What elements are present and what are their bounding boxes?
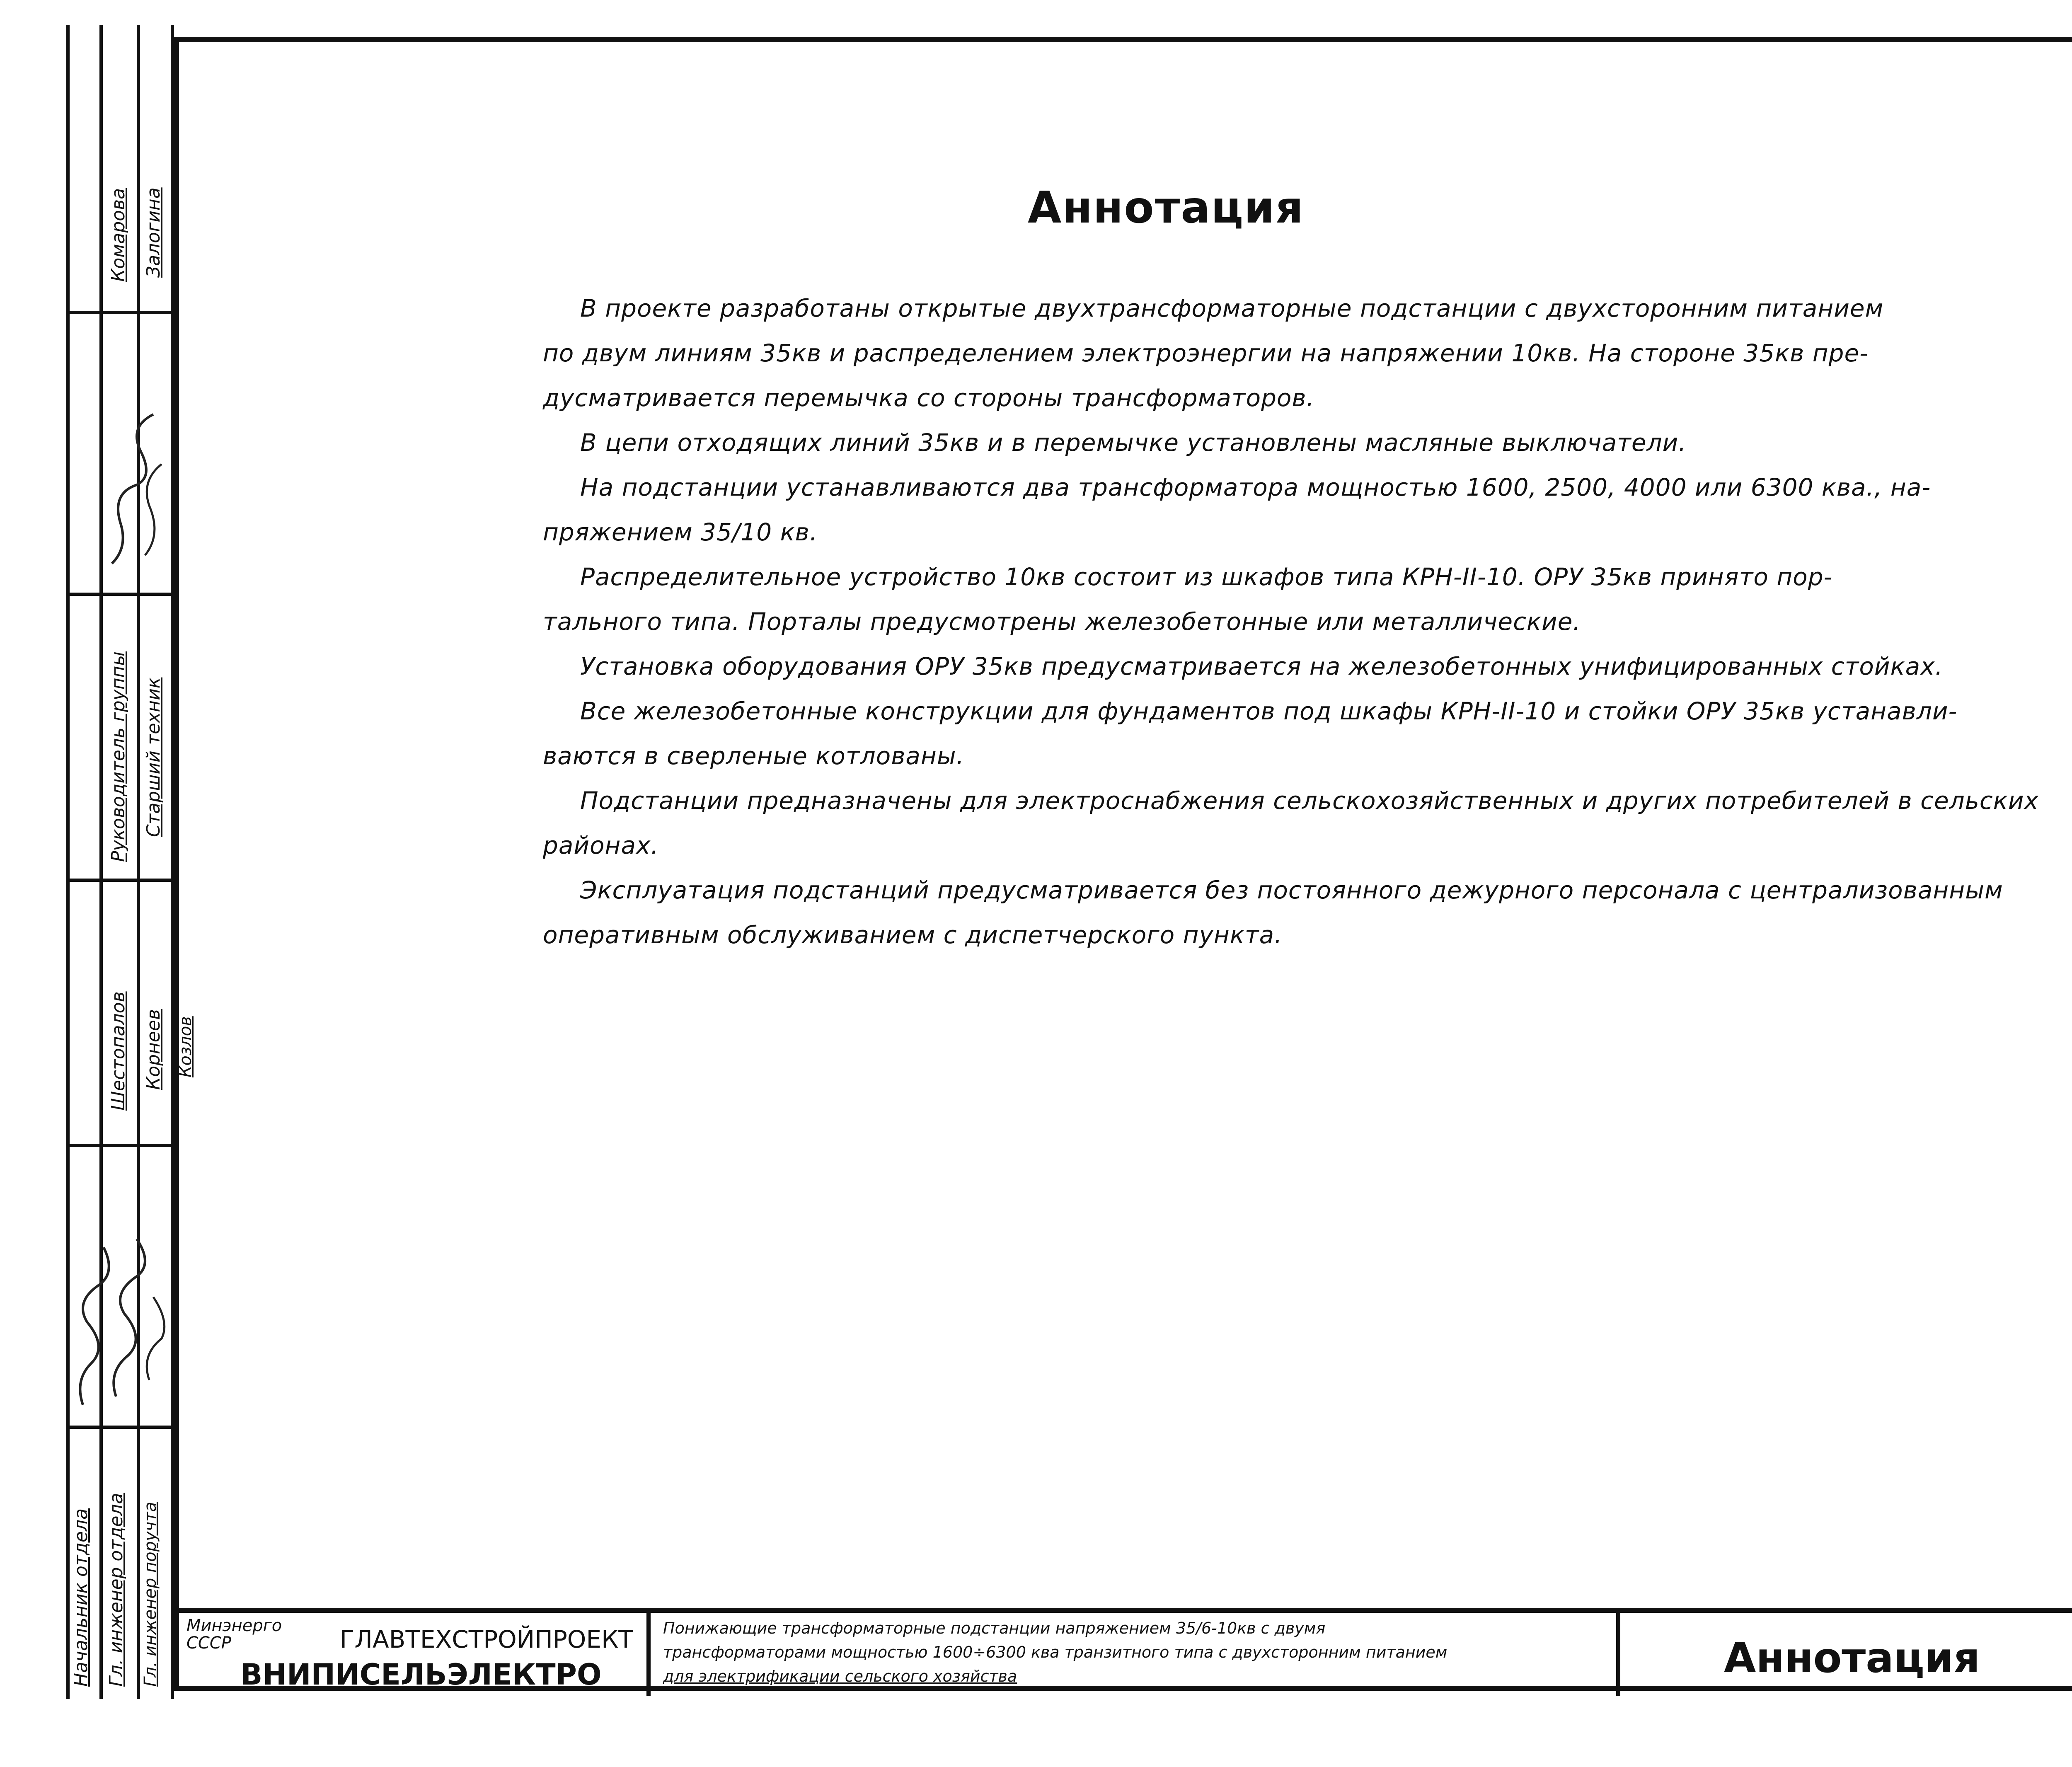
name-label: Корнеев	[143, 1009, 164, 1090]
description-line: для электрификации сельского хозяйства	[663, 1667, 1017, 1685]
text-line: В цепи отходящих линий 35кв и в перемычке установлены масляные выключатели.	[580, 428, 1687, 457]
paragraph	[543, 554, 1973, 644]
strip-divider	[66, 311, 174, 314]
sheet-title: Аннотация	[1724, 1634, 1980, 1682]
role-label: Гл. инженер отдела	[106, 1493, 127, 1687]
paragraph	[543, 465, 1973, 554]
name-label: Шестопалов	[108, 991, 129, 1111]
text-line: Подстанции предназначены для электроснабжения сельскохозяйственных и других потребителей в сельских	[580, 787, 2039, 815]
name-label: Козлов	[176, 1016, 195, 1077]
description-line: трансформаторами мощностью 1600÷6300 ква транзитного типа с двухсторонним питанием	[663, 1643, 1447, 1661]
ministry-label: Минэнерго СССР	[186, 1616, 282, 1653]
text-line: ваются в сверленые котлованы.	[543, 742, 965, 770]
strip-border	[66, 25, 70, 1699]
paragraph	[543, 644, 1973, 689]
description-line: Понижающие трансформаторные подстанции напряжением 35/6-10кв с двумя	[663, 1619, 1326, 1637]
signature-strip	[66, 25, 195, 1699]
text-line: На подстанции устанавливаются два трансформатора мощностью 1600, 2500, 4000 или 6300 ква., на-	[580, 473, 1931, 501]
paragraph	[543, 420, 1973, 465]
organization-label: ГЛАВТЕХСТРОЙПРОЕКТ	[340, 1625, 633, 1653]
role-label: Гл. инженер поручта	[141, 1501, 160, 1687]
name-label: Залогина	[143, 187, 164, 278]
text-line: Установка оборудования ОРУ 35кв предусматривается на железобетонных унифицированных стойках.	[580, 652, 1943, 680]
text-line: пряжением 35/10 кв.	[543, 518, 818, 546]
text-line: по двум линиям 35кв и распределением электроэнергии на напряжении 10кв. На стороне 35кв пре-	[543, 339, 1869, 367]
text-line: дусматривается перемычка со стороны трансформаторов.	[543, 384, 1315, 412]
description-cell	[646, 1613, 1616, 1696]
name-label: Комарова	[108, 188, 129, 282]
text-line: районах.	[543, 831, 659, 859]
paragraph	[543, 868, 2003, 957]
paragraph	[543, 286, 1973, 420]
text-line: Распределительное устройство 10кв состоит из шкафов типа КРН-II-10. ОРУ 35кв принято пор-	[580, 563, 1833, 591]
role-label: Старший техник	[143, 677, 164, 837]
paragraph	[543, 778, 2039, 868]
strip-divider	[137, 25, 140, 1699]
strip-divider	[99, 25, 103, 1699]
text-line: оперативным обслуживанием с диспетчерского пункта.	[543, 921, 1283, 949]
handwritten-signature	[104, 390, 170, 580]
sheet-title-cell	[1616, 1613, 2072, 1696]
handwritten-signature	[66, 1164, 170, 1413]
role-label: Руководитель группы	[108, 651, 129, 862]
text-line: В проекте разработаны открытые двухтрансформаторные подстанции с двухсторонним питанием	[580, 294, 1884, 322]
text-line: Эксплуатация подстанций предусматривается без постоянного дежурного персонала с централизованным	[580, 876, 2003, 904]
text-line: тального типа. Порталы предусмотрены железобетонные или металлические.	[543, 608, 1581, 636]
institute-label: ВНИПИСЕЛЬЭЛЕКТРО	[240, 1658, 602, 1692]
organization-cell	[174, 1613, 646, 1696]
strip-divider	[66, 1144, 174, 1147]
text-line: Все железобетонные конструкции для фундаментов под шкафы КРН-II-10 и стойки ОРУ 35кв устанавли-	[580, 697, 1958, 725]
role-label: Начальник отдела	[70, 1508, 92, 1687]
strip-divider	[66, 593, 174, 596]
page-title: Аннотация	[1028, 182, 1305, 233]
title-block	[174, 1608, 2072, 1691]
strip-divider	[66, 879, 174, 882]
paragraph	[543, 689, 1973, 778]
strip-divider	[171, 25, 174, 1699]
strip-divider	[66, 1426, 174, 1429]
project-description	[663, 1616, 1447, 1688]
